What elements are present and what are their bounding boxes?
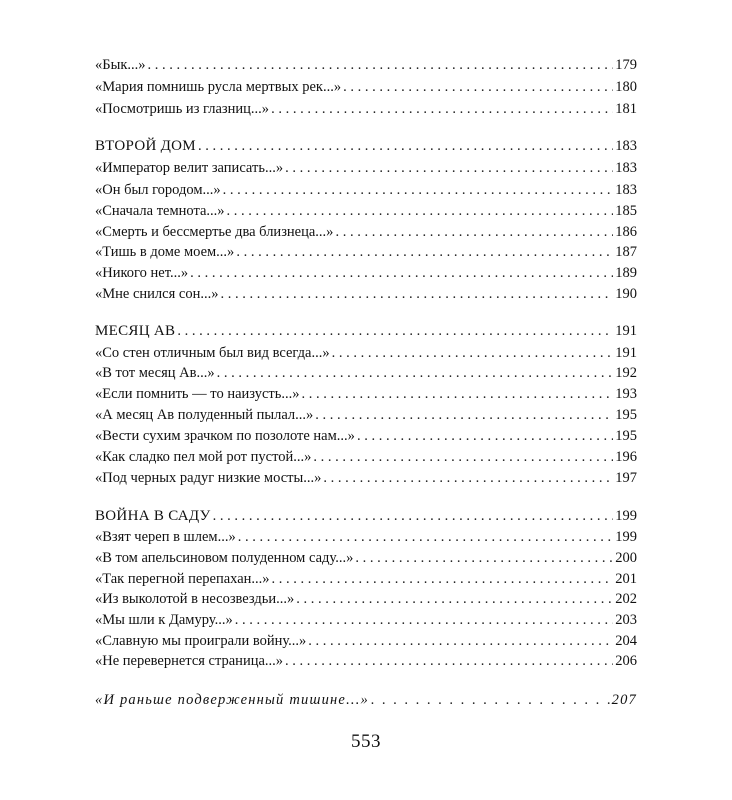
- dot-leader: [235, 610, 614, 631]
- toc-entry-title: «Мария помнишь русла мертвых рек...»: [95, 79, 342, 95]
- dot-leader: [236, 242, 613, 263]
- dot-leader: [296, 589, 613, 610]
- toc-entry: [95, 77, 637, 98]
- dot-leader: [308, 631, 613, 652]
- toc-section-heading: [95, 136, 637, 157]
- toc-entry-title: «Не перевернется страница...»: [95, 653, 284, 669]
- toc-entry-title: «А месяц Ав полуденный пылал...»: [95, 407, 314, 423]
- toc-entry-page: 183: [615, 182, 637, 198]
- dot-leader: [227, 201, 614, 222]
- dot-leader: [371, 690, 610, 711]
- toc-entry-title: «Никого нет...»: [95, 265, 189, 281]
- toc-final-entry: [95, 690, 637, 711]
- toc-entry-title: «Тишь в доме моем...»: [95, 244, 235, 260]
- section-page: 183: [615, 138, 637, 154]
- dot-leader: [177, 321, 613, 342]
- dot-leader: [190, 263, 613, 284]
- toc-entry: [95, 363, 637, 384]
- section-page: 191: [615, 323, 637, 339]
- toc-entry-title: «Посмотришь из глазниц...»: [95, 101, 270, 117]
- toc-entry-page: 196: [615, 449, 637, 465]
- toc-entry: [95, 651, 637, 672]
- toc-entry-page: 195: [615, 428, 637, 444]
- dot-leader: [332, 343, 614, 364]
- toc-entry-page: 195: [615, 407, 637, 423]
- toc-entry: [95, 242, 637, 263]
- section-page: 199: [615, 508, 637, 524]
- toc-entry: [95, 426, 637, 447]
- toc-entry: [95, 527, 637, 548]
- toc-entry: [95, 158, 637, 179]
- toc-entry-page: 190: [615, 286, 637, 302]
- toc-entry: [95, 468, 637, 489]
- toc-entry-page: 207: [611, 692, 637, 708]
- dot-leader: [355, 548, 613, 569]
- toc-entry-page: 197: [615, 470, 637, 486]
- toc-entry-title: «Так перегной перепахан...»: [95, 571, 270, 587]
- toc-section-heading: [95, 506, 637, 527]
- toc-entry-title: «Смерть и бессмертье два близнеца...»: [95, 224, 334, 240]
- toc-entry: [95, 384, 637, 405]
- toc-entry-page: 180: [615, 79, 637, 95]
- toc-entry-title: «Он был городом...»: [95, 182, 221, 198]
- toc-entry-title: «Взят череп в шлем...»: [95, 529, 236, 545]
- toc-entry: [95, 447, 637, 468]
- dot-leader: [285, 651, 613, 672]
- toc-entry: [95, 589, 637, 610]
- toc-entry-page: 204: [615, 633, 637, 649]
- dot-leader: [271, 99, 613, 120]
- toc-entry-title: «Император велит записать...»: [95, 160, 284, 176]
- dot-leader: [357, 426, 613, 447]
- toc-entry-page: 186: [615, 224, 637, 240]
- toc-entry: [95, 99, 637, 120]
- dot-leader: [313, 447, 613, 468]
- toc-entry-page: 183: [615, 160, 637, 176]
- toc-section-heading: [95, 321, 637, 342]
- toc-entry-page: 192: [615, 365, 637, 381]
- toc-entry-page: 187: [615, 244, 637, 260]
- toc-entry-page: 201: [615, 571, 637, 587]
- toc-entry-title: «Под черных радуг низкие мосты...»: [95, 470, 322, 486]
- toc-entry-page: 203: [615, 612, 637, 628]
- toc-entry-title: «Со стен отличным был вид всегда...»: [95, 345, 330, 361]
- toc-entry-title: «И раньше подверженный тишине...»: [95, 692, 369, 708]
- toc-entry-title: «Как сладко пел мой рот пустой...»: [95, 449, 312, 465]
- toc-entry-page: 202: [615, 591, 637, 607]
- toc-entry-page: 189: [615, 265, 637, 281]
- dot-leader: [301, 384, 613, 405]
- section-title: ВТОРОЙ ДОМ: [95, 138, 196, 154]
- dot-leader: [238, 527, 614, 548]
- toc-entry-page: 181: [615, 101, 637, 117]
- toc-entry-page: 206: [615, 653, 637, 669]
- toc-entry: [95, 180, 637, 201]
- toc-entry: [95, 222, 637, 243]
- dot-leader: [315, 405, 613, 426]
- dot-leader: [223, 180, 614, 201]
- dot-leader: [220, 284, 613, 305]
- toc-entry: [95, 610, 637, 631]
- toc-entry-title: «Вести сухим зрачком по позолоте нам...»: [95, 428, 355, 444]
- dot-leader: [323, 468, 613, 489]
- section-title: ВОЙНА В САДУ: [95, 508, 211, 524]
- toc-entry-page: 185: [615, 203, 637, 219]
- toc-entry-title: «Если помнить — то наизусть...»: [95, 386, 300, 402]
- toc-entry: [95, 405, 637, 426]
- toc-entry-title: «Мы шли к Дамуру...»: [95, 612, 233, 628]
- dot-leader: [343, 77, 613, 98]
- toc-entry: [95, 548, 637, 569]
- page-number: 553: [351, 731, 381, 752]
- toc-entry-title: «Из выколотой в несозвездьи...»: [95, 591, 295, 607]
- dot-leader: [335, 222, 613, 243]
- dot-leader: [285, 158, 613, 179]
- dot-leader: [272, 569, 614, 590]
- toc-entry: [95, 201, 637, 222]
- toc-entry-page: 179: [615, 57, 637, 73]
- dot-leader: [213, 506, 614, 527]
- toc-entry: [95, 631, 637, 652]
- toc-entry-title: «Бык...»: [95, 57, 146, 73]
- toc-entry: [95, 284, 637, 305]
- dot-leader: [198, 136, 613, 157]
- toc-entry: [95, 569, 637, 590]
- toc-entry: [95, 343, 637, 364]
- toc-entry-title: «Славную мы проиграли войну...»: [95, 633, 307, 649]
- toc-entry-title: «В тот месяц Ав...»: [95, 365, 215, 381]
- toc-entry-title: «Сначала темнота...»: [95, 203, 225, 219]
- toc-entry-page: 199: [615, 529, 637, 545]
- toc-entry-title: «Мне снился сон...»: [95, 286, 219, 302]
- toc-entry-page: 193: [615, 386, 637, 402]
- toc-entry-page: 200: [615, 550, 637, 566]
- toc-entry-page: 191: [615, 345, 637, 361]
- dot-leader: [148, 55, 614, 76]
- dot-leader: [217, 363, 614, 384]
- toc-entry-title: «В том апельсиновом полуденном саду...»: [95, 550, 354, 566]
- toc-entry: [95, 55, 637, 76]
- toc-entry: [95, 263, 637, 284]
- section-title: МЕСЯЦ АВ: [95, 323, 176, 339]
